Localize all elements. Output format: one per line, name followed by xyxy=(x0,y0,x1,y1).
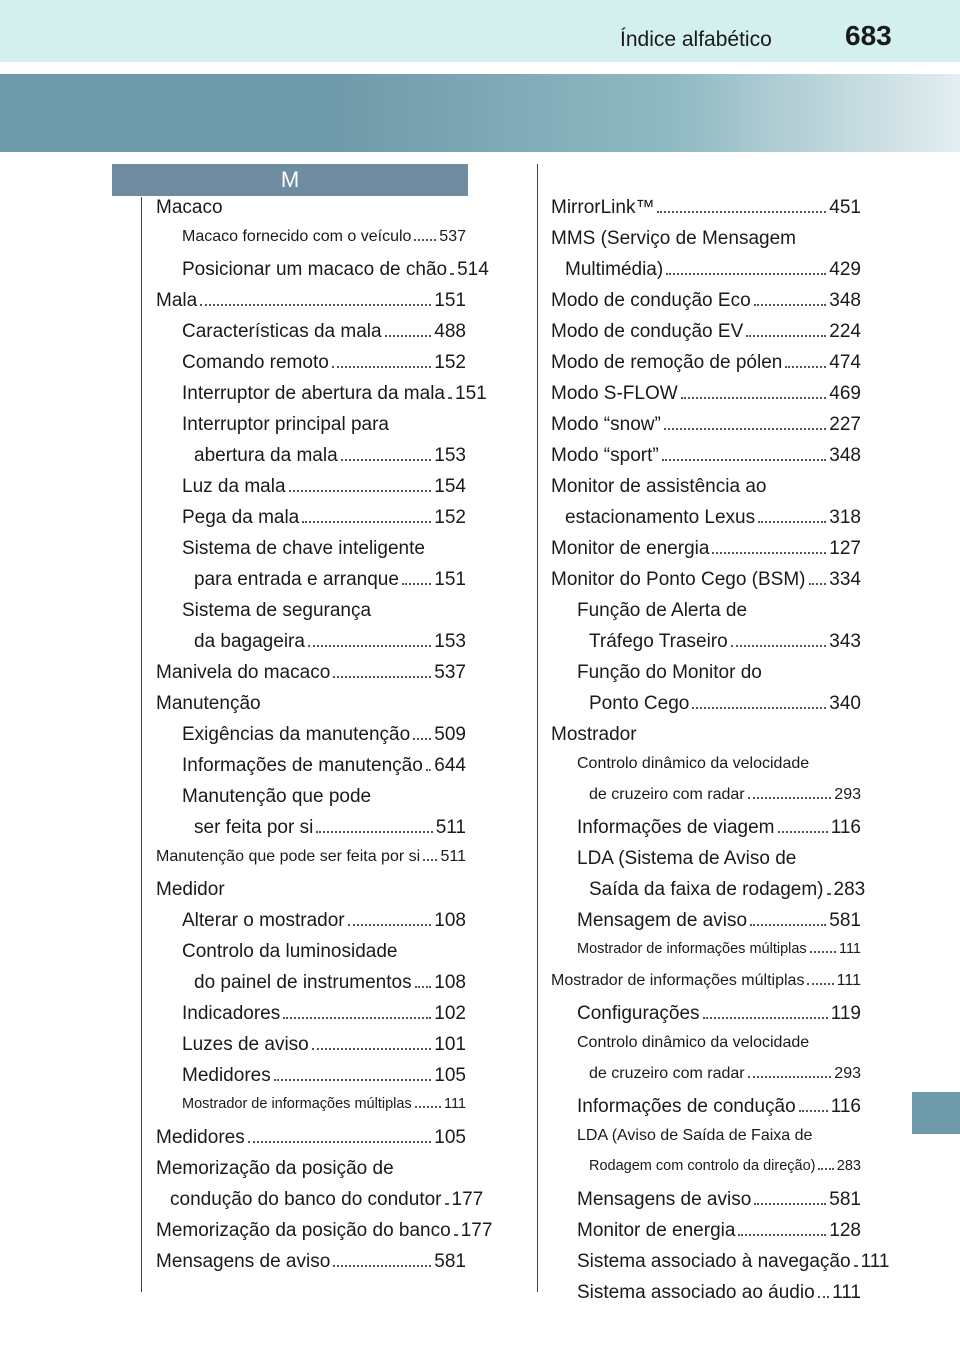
leader-dots xyxy=(333,1265,431,1267)
index-entry xyxy=(551,1065,861,1096)
leader-dots xyxy=(332,366,432,368)
index-entry xyxy=(156,1158,466,1189)
index-entry xyxy=(551,383,861,414)
index-entry-page: 318 xyxy=(829,507,861,528)
index-entry-text: Sistema de chave inteligente xyxy=(182,538,425,559)
index-entry-page: 177 xyxy=(460,1220,493,1241)
index-entry-page: 348 xyxy=(829,445,861,466)
index-entry-text: Luz da mala xyxy=(182,476,286,497)
index-entry-text: Memorização da posição do banco xyxy=(156,1220,451,1241)
index-entry-text: Monitor de energia xyxy=(551,538,710,559)
leader-dots xyxy=(283,1017,431,1019)
index-entry-text: Macaco xyxy=(156,197,223,218)
index-entry-page: 111 xyxy=(443,1096,466,1112)
leader-dots xyxy=(738,1234,826,1236)
index-entry-text: Controlo dinâmico da velocidade xyxy=(577,755,810,772)
index-entry-text: Saída da faixa de rodagem) xyxy=(589,879,824,900)
leader-dots xyxy=(415,1106,441,1108)
leader-dots xyxy=(703,1017,828,1019)
leader-dots xyxy=(450,273,454,275)
leader-dots xyxy=(810,951,836,953)
index-entry-page: 514 xyxy=(457,259,489,280)
index-entry xyxy=(551,507,861,538)
leader-dots xyxy=(662,459,827,461)
index-entry-page: 154 xyxy=(434,476,466,497)
index-entry xyxy=(551,910,861,941)
index-entry-text: LDA (Aviso de Saída de Faixa de xyxy=(577,1127,813,1144)
index-entry xyxy=(156,910,466,941)
index-entry-page: 348 xyxy=(829,290,861,311)
index-entry-page: 474 xyxy=(829,352,861,373)
index-entry-text: Mensagens de aviso xyxy=(577,1189,752,1210)
index-entry-page: 111 xyxy=(836,972,861,989)
leader-dots xyxy=(312,1048,432,1050)
index-entry xyxy=(551,1251,890,1282)
leader-dots xyxy=(748,1076,832,1078)
index-entry-text: Informações de condução xyxy=(577,1096,796,1117)
index-entry xyxy=(156,1251,466,1282)
index-entry-text: Mostrador de informações múltiplas xyxy=(551,972,805,989)
index-entry-text: Multimédia) xyxy=(565,259,664,280)
index-entry xyxy=(156,197,466,228)
leader-dots xyxy=(681,397,827,399)
index-entry-page: 153 xyxy=(434,631,466,652)
index-entry-text: Controlo da luminosidade xyxy=(182,941,398,962)
left-column-divider xyxy=(141,197,142,1292)
leader-dots xyxy=(778,831,828,833)
index-entry-page: 116 xyxy=(830,817,861,838)
index-entry xyxy=(551,321,861,352)
index-entry xyxy=(551,197,861,228)
index-entry-text: Tráfego Traseiro xyxy=(589,631,728,652)
index-entry-text: Monitor de assistência ao xyxy=(551,476,767,497)
index-entry-text: Memorização da posição de xyxy=(156,1158,394,1179)
index-entry-page: 511 xyxy=(440,848,466,865)
leader-dots xyxy=(274,1079,432,1081)
index-entry-page: 151 xyxy=(434,569,466,590)
index-entry xyxy=(156,259,489,290)
index-entry-text: Mostrador de informações múltiplas xyxy=(182,1096,412,1112)
index-entry-page: 537 xyxy=(439,228,466,245)
index-entry-text: do painel de instrumentos xyxy=(194,972,412,993)
index-entry-page: 451 xyxy=(829,197,861,218)
index-entry-text: Comando remoto xyxy=(182,352,329,373)
leader-dots xyxy=(827,893,831,895)
leader-dots xyxy=(818,1296,829,1298)
index-entry xyxy=(156,321,466,352)
index-entry xyxy=(551,228,861,259)
leader-dots xyxy=(402,583,431,585)
index-entry xyxy=(551,569,861,600)
index-entry-text: Alterar o mostrador xyxy=(182,910,345,931)
index-entry-text: Monitor do Ponto Cego (BSM) xyxy=(551,569,806,590)
leader-dots xyxy=(333,676,431,678)
leader-dots xyxy=(712,552,826,554)
index-entry xyxy=(156,414,466,445)
leader-dots xyxy=(754,304,827,306)
index-entry-page: 119 xyxy=(830,1003,861,1024)
leader-dots xyxy=(748,797,832,799)
index-entry xyxy=(551,1034,861,1065)
index-entry-text: Sistema associado ao áudio xyxy=(577,1282,815,1303)
left-index-column xyxy=(156,197,493,1282)
index-entry xyxy=(156,383,487,414)
index-entry xyxy=(551,476,861,507)
index-entry-text: Manutenção xyxy=(156,693,261,714)
leader-dots xyxy=(348,924,432,926)
index-entry xyxy=(551,414,861,445)
index-entry-page: 283 xyxy=(833,879,866,900)
index-entry xyxy=(156,476,466,507)
index-entry xyxy=(156,1220,493,1251)
index-entry xyxy=(156,693,466,724)
index-entry-text: Manutenção que pode xyxy=(182,786,372,807)
index-entry-text: Mala xyxy=(156,290,198,311)
index-entry-page: 152 xyxy=(434,507,466,528)
index-entry-text: Informações de manutenção xyxy=(182,755,423,776)
index-entry-text: Controlo dinâmico da velocidade xyxy=(577,1034,810,1051)
index-entry xyxy=(156,879,466,910)
index-entry-text: Sistema de segurança xyxy=(182,600,372,621)
index-entry xyxy=(156,848,466,879)
index-entry xyxy=(551,941,861,972)
leader-dots xyxy=(854,1265,858,1267)
leader-dots xyxy=(758,521,826,523)
index-entry xyxy=(156,1065,466,1096)
index-entry-page: 116 xyxy=(830,1096,861,1117)
index-entry-page: 511 xyxy=(435,817,466,838)
index-entry-text: Manivela do macaco xyxy=(156,662,331,683)
decorative-banner xyxy=(0,74,960,152)
leader-dots xyxy=(426,769,431,771)
index-entry xyxy=(156,445,466,476)
index-entry-page: 469 xyxy=(829,383,861,404)
index-entry-text: abertura da mala xyxy=(194,445,338,466)
leader-dots xyxy=(454,1234,458,1236)
index-entry-page: 111 xyxy=(832,1282,861,1303)
index-entry-text: Rodagem com controlo da direção) xyxy=(589,1158,816,1174)
index-entry-text: Modo S-FLOW xyxy=(551,383,678,404)
index-entry-text: Informações de viagem xyxy=(577,817,775,838)
leader-dots xyxy=(666,273,826,275)
index-entry xyxy=(156,786,466,817)
index-entry-text: Função de Alerta de xyxy=(577,600,748,621)
index-entry xyxy=(551,1189,861,1220)
index-entry-text: Pega da mala xyxy=(182,507,300,528)
index-entry-text: MMS (Serviço de Mensagem xyxy=(551,228,796,249)
index-entry-page: 429 xyxy=(829,259,861,280)
index-entry-text: Mostrador xyxy=(551,724,637,745)
page-number: 683 xyxy=(845,20,892,51)
index-entry-text: Modo de condução EV xyxy=(551,321,744,342)
index-entry-page: 293 xyxy=(834,786,861,803)
index-entry xyxy=(551,259,861,290)
index-entry xyxy=(551,1220,861,1251)
index-entry-text: Características da mala xyxy=(182,321,382,342)
index-entry xyxy=(551,786,861,817)
page-title: Índice alfabético xyxy=(620,28,772,51)
index-entry xyxy=(551,290,861,321)
index-entry xyxy=(156,817,466,848)
index-entry-text: Interruptor principal para xyxy=(182,414,389,435)
index-entry-page: 340 xyxy=(829,693,861,714)
index-entry xyxy=(156,290,466,321)
index-entry xyxy=(551,1003,861,1034)
index-entry-page: 108 xyxy=(434,972,466,993)
leader-dots xyxy=(746,335,826,337)
index-entry xyxy=(156,600,466,631)
index-entry-text: Interruptor de abertura da mala xyxy=(182,383,445,404)
index-entry-page: 644 xyxy=(434,755,466,776)
leader-dots xyxy=(200,304,431,306)
index-entry xyxy=(156,1127,466,1158)
index-entry xyxy=(156,1003,466,1034)
leader-dots xyxy=(316,831,432,833)
index-entry-text: Posicionar um macaco de chão xyxy=(182,259,448,280)
index-entry-text: Sistema associado à navegação xyxy=(577,1251,851,1272)
index-entry-text: Modo de condução Eco xyxy=(551,290,751,311)
index-entry xyxy=(551,724,861,755)
leader-dots xyxy=(807,983,833,985)
leader-dots xyxy=(799,1110,828,1112)
index-entry-text: Modo “sport” xyxy=(551,445,659,466)
index-entry-page: 151 xyxy=(434,290,466,311)
leader-dots xyxy=(445,1203,449,1205)
leader-dots xyxy=(302,521,431,523)
index-entry-page: 177 xyxy=(451,1189,484,1210)
index-entry xyxy=(551,817,861,848)
index-entry-text: estacionamento Lexus xyxy=(565,507,756,528)
index-entry-text: Modo de remoção de pólen xyxy=(551,352,783,373)
index-entry-page: 488 xyxy=(434,321,466,342)
index-entry-text: ser feita por si xyxy=(194,817,314,838)
index-entry xyxy=(551,1282,861,1313)
index-entry-text: Mensagens de aviso xyxy=(156,1251,331,1272)
index-entry-page: 102 xyxy=(434,1003,466,1024)
leader-dots xyxy=(341,459,432,461)
section-letter-heading: M xyxy=(112,164,468,196)
index-entry xyxy=(551,538,861,569)
index-entry-page: 108 xyxy=(434,910,466,931)
leader-dots xyxy=(414,239,436,241)
index-entry-text: LDA (Sistema de Aviso de xyxy=(577,848,797,869)
index-entry xyxy=(551,879,866,910)
index-entry-text: Ponto Cego xyxy=(589,693,690,714)
index-entry-page: 581 xyxy=(434,1251,466,1272)
index-entry-page: 127 xyxy=(829,538,861,559)
index-entry-text: Macaco fornecido com o veículo xyxy=(182,228,412,245)
index-entry xyxy=(156,538,466,569)
index-entry-text: Medidor xyxy=(156,879,225,900)
leader-dots xyxy=(385,335,432,337)
index-entry-text: para entrada e arranque xyxy=(194,569,399,590)
index-entry xyxy=(156,724,466,755)
index-entry xyxy=(551,662,861,693)
index-entry xyxy=(551,631,861,662)
index-entry xyxy=(156,1189,484,1220)
index-entry xyxy=(156,631,466,662)
index-entry xyxy=(156,569,466,600)
index-entry-text: Exigências da manutenção xyxy=(182,724,411,745)
leader-dots xyxy=(423,859,437,861)
index-entry-text: Mostrador de informações múltiplas xyxy=(577,941,807,957)
index-entry-text: condução do banco do condutor xyxy=(170,1189,442,1210)
leader-dots xyxy=(248,1141,432,1143)
index-entry-page: 111 xyxy=(838,941,861,957)
index-entry-page: 581 xyxy=(829,1189,861,1210)
leader-dots xyxy=(657,211,826,213)
index-entry-text: Monitor de energia xyxy=(577,1220,736,1241)
index-entry-page: 105 xyxy=(434,1127,466,1148)
index-entry-page: 224 xyxy=(829,321,861,342)
index-entry-text: de cruzeiro com radar xyxy=(589,786,745,803)
index-entry xyxy=(551,848,861,879)
index-entry-text: Medidores xyxy=(182,1065,271,1086)
leader-dots xyxy=(448,397,452,399)
leader-dots xyxy=(692,707,826,709)
index-entry-page: 151 xyxy=(455,383,487,404)
index-entry-text: Manutenção que pode ser feita por si xyxy=(156,848,421,865)
leader-dots xyxy=(308,645,431,647)
right-column-divider xyxy=(537,164,538,1292)
index-entry-page: 343 xyxy=(829,631,861,652)
index-entry xyxy=(156,352,466,383)
index-entry xyxy=(156,228,466,259)
index-entry xyxy=(551,755,861,786)
leader-dots xyxy=(731,645,827,647)
index-entry-page: 152 xyxy=(434,352,466,373)
index-entry-page: 581 xyxy=(829,910,861,931)
index-entry-text: Função do Monitor do xyxy=(577,662,762,683)
index-entry-text: Medidores xyxy=(156,1127,245,1148)
index-entry-page: 537 xyxy=(434,662,466,683)
index-entry-page: 227 xyxy=(829,414,861,435)
index-entry xyxy=(156,941,466,972)
index-entry-page: 153 xyxy=(434,445,466,466)
index-entry xyxy=(551,445,861,476)
index-entry-page: 293 xyxy=(834,1065,861,1082)
index-entry xyxy=(156,1096,466,1127)
leader-dots xyxy=(289,490,432,492)
index-entry-text: Luzes de aviso xyxy=(182,1034,309,1055)
index-entry-page: 105 xyxy=(434,1065,466,1086)
index-entry-page: 101 xyxy=(434,1034,466,1055)
index-entry-page: 283 xyxy=(836,1158,861,1174)
index-entry-page: 128 xyxy=(829,1220,861,1241)
index-entry-text: Indicadores xyxy=(182,1003,281,1024)
leader-dots xyxy=(664,428,826,430)
index-entry xyxy=(551,600,861,631)
leader-dots xyxy=(818,1168,833,1170)
index-entry xyxy=(551,1158,861,1189)
index-entry-text: da bagageira xyxy=(194,631,305,652)
leader-dots xyxy=(750,924,826,926)
index-entry xyxy=(551,1096,861,1127)
index-entry xyxy=(551,972,861,1003)
header-bar xyxy=(0,0,960,62)
index-entry-page: 334 xyxy=(829,569,861,590)
index-entry xyxy=(156,1034,466,1065)
index-entry-text: MirrorLink™ xyxy=(551,197,655,218)
index-entry xyxy=(551,352,861,383)
index-entry xyxy=(551,693,861,724)
index-entry-text: Configurações xyxy=(577,1003,700,1024)
index-entry-text: Modo “snow” xyxy=(551,414,661,435)
index-entry-text: Mensagem de aviso xyxy=(577,910,748,931)
index-entry xyxy=(156,755,466,786)
leader-dots xyxy=(415,986,432,988)
index-entry-text: de cruzeiro com radar xyxy=(589,1065,745,1082)
leader-dots xyxy=(413,738,431,740)
index-entry xyxy=(156,972,466,1003)
index-entry-page: 509 xyxy=(434,724,466,745)
index-entry xyxy=(551,1127,861,1158)
index-entry xyxy=(156,662,466,693)
index-entry-page: 111 xyxy=(860,1251,890,1272)
right-index-column xyxy=(551,197,890,1313)
leader-dots xyxy=(754,1203,826,1205)
chapter-tab xyxy=(912,1092,960,1134)
index-entry xyxy=(156,507,466,538)
leader-dots xyxy=(785,366,826,368)
leader-dots xyxy=(809,583,827,585)
